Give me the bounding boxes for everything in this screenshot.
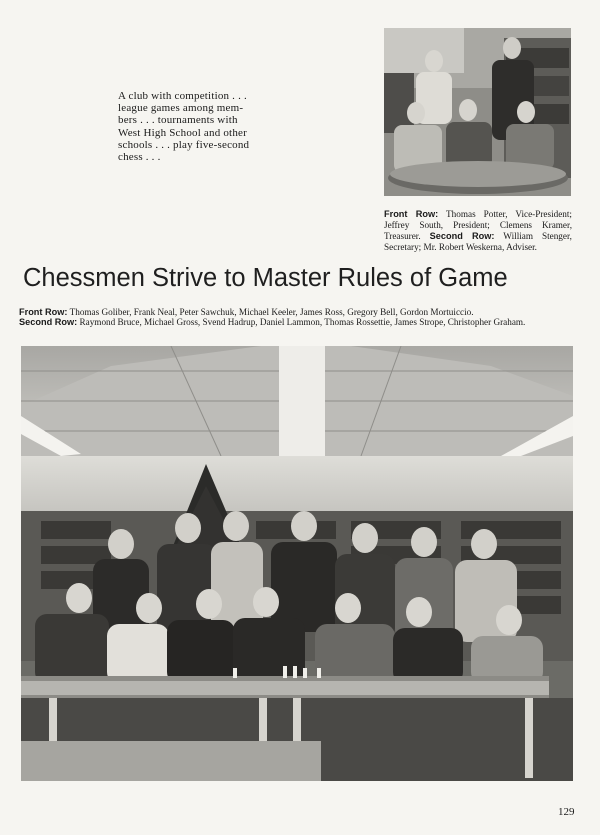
second-row-names: Raymond Bruce, Michael Gross, Svend Hadrup, Daniel Lammon, Thomas Rossettie, James Strope, Christopher Graham. xyxy=(77,317,526,327)
intro-line: schools . . . play five-second xyxy=(118,138,250,151)
front-row-names: Thomas Potter, Vice-President; Jeffrey South, President; Clemens Kramer, Treasurer. xyxy=(384,209,572,242)
page-headline: Chessmen Strive to Master Rules of Game xyxy=(23,264,508,292)
intro-line: bers . . . tournaments with xyxy=(118,114,238,127)
front-row-label: Front Row: xyxy=(384,209,439,219)
officers-photo xyxy=(384,28,571,196)
intro-line: chess . . . xyxy=(118,151,161,164)
page-number: 129 xyxy=(558,806,575,818)
front-row-label: Front Row: xyxy=(19,307,68,317)
second-row-label: Second Row: xyxy=(429,231,495,242)
front-row-names: Thomas Goliber, Frank Neal, Peter Sawchuk, Michael Keeler, James Ross, Gregory Bell, Gordon Mortuiccio. xyxy=(67,307,474,317)
officers-caption xyxy=(384,209,572,253)
intro-line: A club with competition . . . xyxy=(118,90,247,102)
group-photo xyxy=(21,346,573,781)
second-row-label: Second Row: xyxy=(19,317,78,327)
intro-line: West High School and other xyxy=(118,126,247,139)
group-caption xyxy=(19,307,574,327)
second-row-names: William Stenger, Secretary; Mr. Robert Weskerna, Adviser. xyxy=(384,231,572,253)
intro-text xyxy=(118,90,290,163)
intro-line: league games among mem- xyxy=(118,102,244,115)
